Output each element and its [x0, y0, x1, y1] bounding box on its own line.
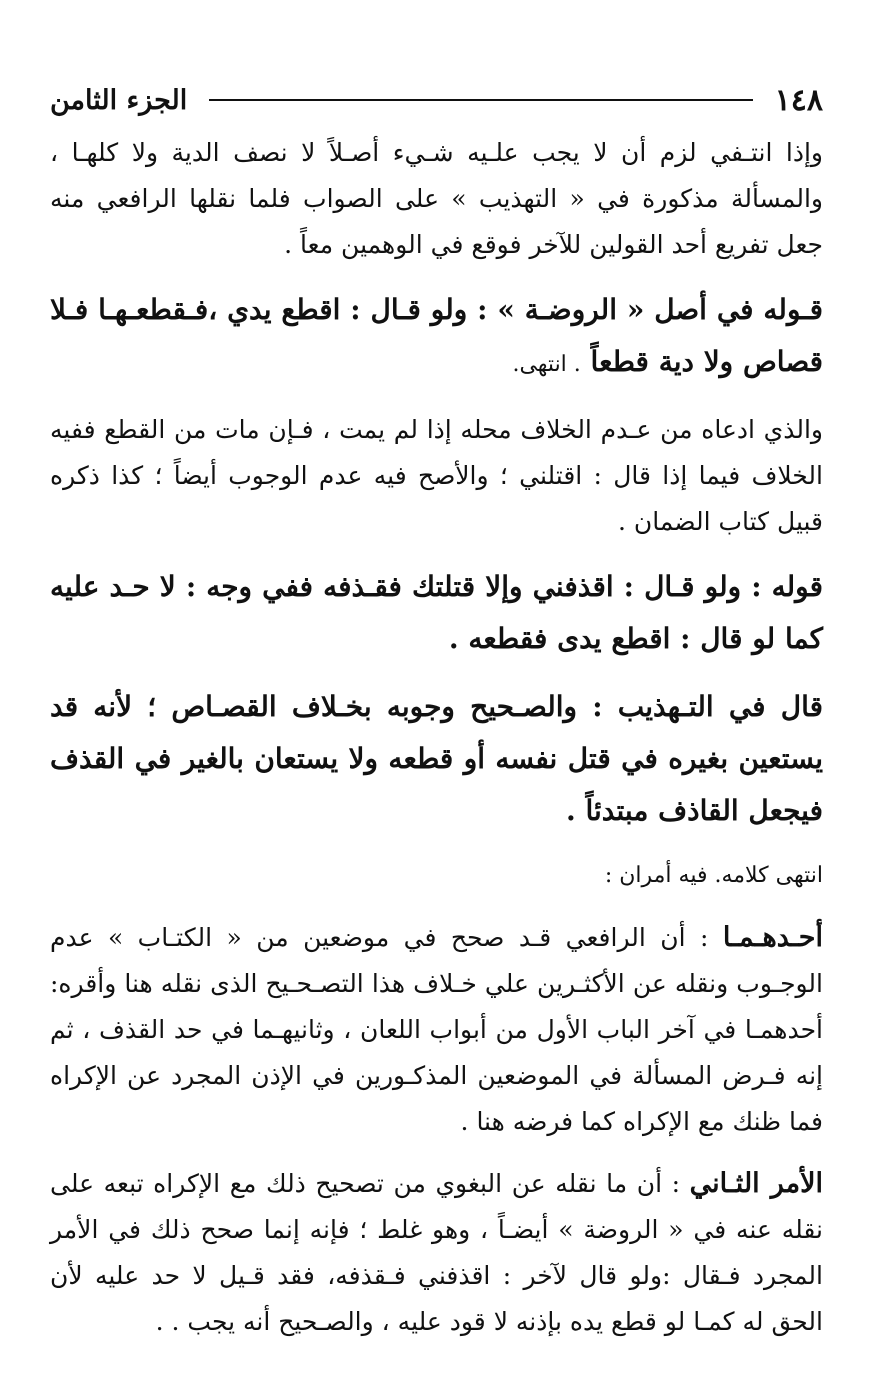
paragraph-7-lead: أحـدهـمـا	[722, 922, 823, 953]
page-header	[50, 78, 823, 122]
paragraph-1: وإذا انتـفي لزم أن لا يجب علـيه شـيء أصـلاً لا نصف الدية ولا كلهـا ، والمسألة مذكورة في « التهذيب » على الصواب فلما نقلها الرافعي منه جعل تفريع أحد القولين للآخر فوقع في الوهمين معاً .	[50, 138, 823, 259]
paragraph-5: قال في التـهذيب : والصـحيح وجوبه بخـلاف القصـاص ؛ لأنه قد يستعين بغيره في قتل نفسه أو قطعه ولا يستعان بالغير في القذف فيجعل القاذف مبتدئاً .	[50, 690, 823, 827]
paragraph-7-body: : أن الرافعي قـد صحح في موضعين من « الكتـاب » عدم الوجـوب ونقله عن الأكثـرين علي خـلاف هذا التصـحـيح الذى نقله هنا وأقره: أحدهمـا في آخر الباب الأول من أبواب اللعان ، وثانيهـما في حد القذف ، ثم إنه فـرض المسألة في الموضعين المذكـورين في الإذن المجرد عن الإكراه فما ظنك مع الإكراه كما فرضه هنا .	[50, 923, 823, 1136]
paragraph-3: والذي ادعاه من عـدم الخلاف محله إذا لم يمت ، فـإن مات من القطع ففيه الخلاف فيما إذا قال : اقتلني ؛ والأصح فيه عدم الوجوب أيضاً ؛ كذا ذكره قبيل كتاب الضمان .	[50, 415, 823, 536]
paragraph-2	[50, 284, 823, 391]
quote-end-marker: . انتهى.	[512, 352, 581, 377]
header-rule	[209, 99, 752, 101]
running-title: الجزء الثامن	[50, 84, 188, 116]
quote-text: قـوله في أصل « الروضـة » : ولو قـال : اقطع يدي ،فـقطعـهـا فـلا قصاص ولا دية قطعاً	[50, 293, 823, 378]
paragraph-4: قوله : ولو قـال : اقذفني وإلا قتلتك فقـذفه ففي وجه : لا حـد عليه كما لو قال : اقطع يدى فقطعه .	[50, 570, 823, 655]
paragraph-8	[50, 1161, 823, 1345]
paragraph-8-body: : أن ما نقله عن البغوي من تصحيح ذلك مع الإكراه تبعه على نقله عنه في « الروضة » أيضـاً ، وهو غلط ؛ فإنه إنما صحح ذلك في الأمر المجرد فـقال :ولو قال لآخر : اقذفني فـقذفه، فقد قـيل لا حد عليه لأن الحق له كمـا لو قطع يده بإذنه لا قود عليه ، والصـحيح أنه يجب . .	[50, 1169, 823, 1336]
paragraph-6: انتهى كلامه. فيه أمران :	[604, 863, 823, 888]
paragraph-8-lead: الأمر الثـاني	[689, 1168, 823, 1199]
paragraph-7	[50, 915, 823, 1145]
page-number: ١٤٨	[774, 82, 823, 118]
